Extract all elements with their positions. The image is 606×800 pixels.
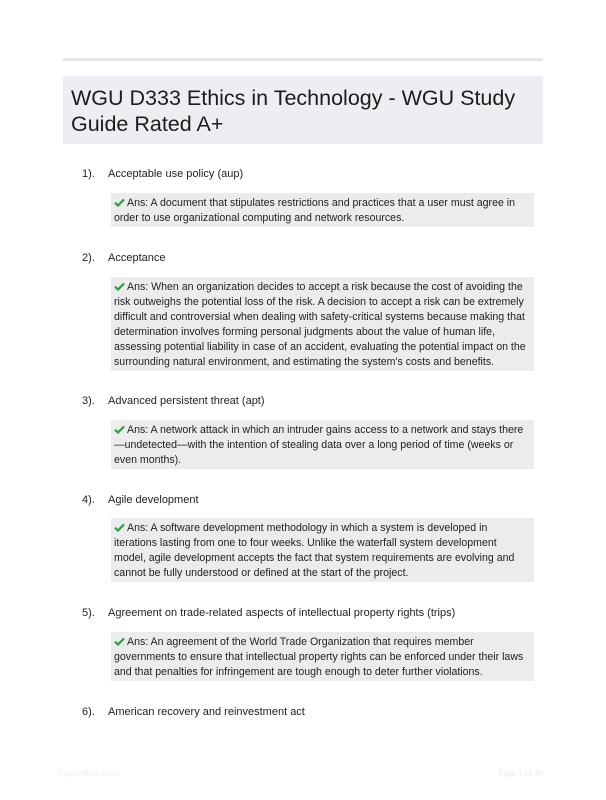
check-icon [114, 282, 125, 291]
check-icon [114, 198, 125, 207]
question-term: Agreement on trade-related aspects of intellectual property rights (trips) [108, 607, 456, 619]
footer-site-watermark: Paperlibte.com [58, 768, 119, 778]
answer-box [111, 420, 534, 469]
question-number: 4). [82, 494, 95, 506]
page-number: Page 1 of 48 [498, 768, 544, 778]
answer-box [111, 632, 534, 681]
check-icon [114, 637, 125, 646]
question-term: Acceptable use policy (aup) [108, 168, 244, 180]
question-term: Acceptance [108, 252, 166, 264]
question-number: 1). [82, 168, 95, 180]
answer-box [111, 277, 534, 371]
answer-text: Ans: A network attack in which an intruder gains access to a network and stays there —undetected—with the intention of stealing data over a long period of time (weeks or even months). [114, 424, 524, 466]
answer-text: Ans: A document that stipulates restrictions and practices that a user must agree in order to use organizational computing and network resources. [114, 197, 516, 224]
question-number: 5). [82, 607, 95, 619]
question-number: 6). [82, 706, 95, 718]
question-term: Agile development [108, 494, 199, 506]
answer-box [111, 193, 534, 227]
answer-text: Ans: An agreement of the World Trade Organization that requires member governments to ensure that intellectual property rights can be enforced under their laws and that penalties for infringement are tough enough to deter further violations. [114, 636, 524, 678]
check-icon [114, 523, 125, 532]
question-number: 3). [82, 395, 95, 407]
question-number: 2). [82, 252, 95, 264]
question-term: American recovery and reinvestment act [108, 706, 305, 718]
answer-text: Ans: A software development methodology in which a system is developed in iterations lasting from one to four weeks. Unlike the waterfall system development model, agile development accepts the fact that system requirements are evolving and cannot be fully understood or defined at the start of the project. [114, 522, 515, 579]
check-icon [114, 425, 125, 434]
answer-box [111, 518, 534, 582]
question-term: Advanced persistent threat (apt) [108, 395, 265, 407]
page-title: WGU D333 Ethics in Technology - WGU Study Guide Rated A+ [71, 86, 516, 136]
answer-text: Ans: When an organization decides to accept a risk because the cost of avoiding the risk outweighs the potential loss of the risk. A decision to accept a risk can be extremely difficult and controversial when dealing with safety-critical systems because making that determination involves forming personal judgments about the value of human life, assessing potential liability in case of an accident, evaluating the potential impact on the surrounding natural environment, and estimating the system's costs and benefits. [114, 281, 526, 368]
